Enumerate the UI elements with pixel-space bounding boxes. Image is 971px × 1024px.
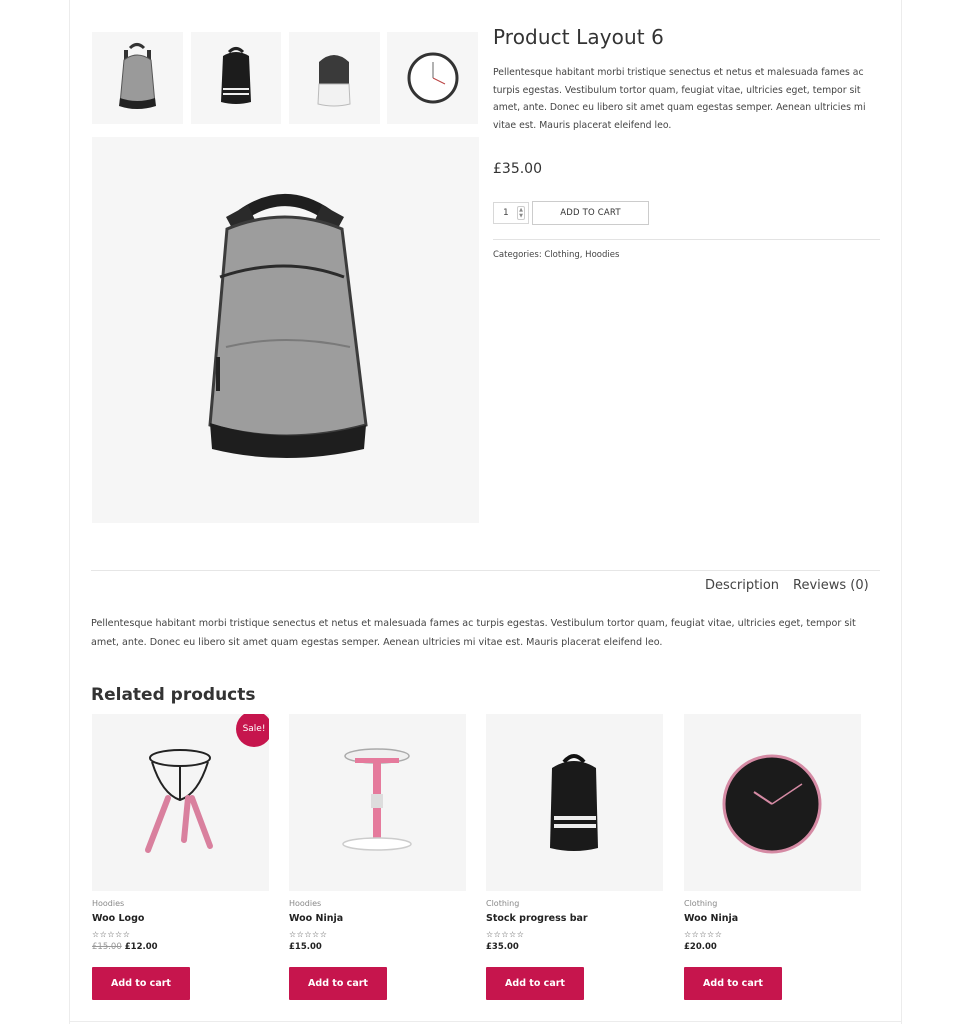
related-product-image[interactable] xyxy=(684,714,861,891)
related-product-card xyxy=(289,714,466,989)
star-rating-icon: ☆☆☆☆☆ xyxy=(289,930,328,939)
related-product-card xyxy=(92,714,269,989)
old-price: £15.00 xyxy=(92,942,122,952)
sale-badge: Sale! xyxy=(236,714,269,747)
product-price: £35.00 xyxy=(493,161,542,177)
related-product-image[interactable] xyxy=(289,714,466,891)
product-name[interactable]: Woo Ninja xyxy=(684,913,739,924)
related-product-image[interactable] xyxy=(92,714,269,891)
product-short-description: Pellentesque habitant morbi tristique senectus et netus et malesuada fames ac turpis egestas. Vestibulum tortor quam, feugiat vitae, ultricies eget, tempor sit amet, ante. Donec eu libero sit amet quam egestas semper. Aenean ultricies mi vitae est. Mauris placerat eleifend leo. xyxy=(493,67,866,131)
tabs-divider xyxy=(91,570,880,571)
gallery-thumb-wall-clock[interactable] xyxy=(387,32,478,124)
side-table-image xyxy=(289,714,466,891)
quantity-spinner[interactable]: ▲ ▼ xyxy=(517,206,525,220)
add-to-cart-button[interactable]: Add to cart xyxy=(289,967,387,1000)
backpack-grey-white-image xyxy=(289,32,380,124)
wall-clock-black-image xyxy=(684,714,861,891)
product-description: Pellentesque habitant morbi tristique senectus et netus et malesuada fames ac turpis egestas. Vestibulum tortor quam, feugiat vitae, ultricies eget, tempor sit amet, ante. Donec eu libero sit amet quam egestas semper. Aenean ultricies mi vitae est. Mauris placerat eleifend leo. xyxy=(91,618,856,648)
quantity-input[interactable] xyxy=(493,202,529,224)
product-category[interactable]: Hoodies xyxy=(289,899,322,908)
product-name[interactable]: Woo Logo xyxy=(92,913,145,924)
related-product-image[interactable] xyxy=(486,714,663,891)
backpack-grey-large-image xyxy=(92,137,479,523)
product-category[interactable]: Clothing xyxy=(486,899,520,908)
product-category[interactable]: Clothing xyxy=(684,899,718,908)
wall-clock-image xyxy=(387,32,478,124)
add-to-cart-button[interactable]: ADD TO CART xyxy=(532,201,649,225)
product-price: £15.00 xyxy=(289,942,322,952)
product-categories: Categories: Clothing, Hoodies xyxy=(493,250,620,260)
add-to-cart-button[interactable]: Add to cart xyxy=(684,967,782,1000)
divider xyxy=(493,239,880,240)
backpack-black-image xyxy=(486,714,663,891)
add-to-cart-button[interactable]: Add to cart xyxy=(92,967,190,1000)
star-rating-icon: ☆☆☆☆☆ xyxy=(92,930,131,939)
star-rating-icon: ☆☆☆☆☆ xyxy=(486,930,525,939)
product-price: £35.00 xyxy=(486,942,519,952)
quantity-value: 1 xyxy=(503,208,509,218)
related-products-heading: Related products xyxy=(91,685,256,705)
gallery-thumb-backpack-grey-white[interactable] xyxy=(289,32,380,124)
star-rating-icon: ☆☆☆☆☆ xyxy=(684,930,723,939)
related-product-card xyxy=(486,714,663,989)
categories-label: Categories: xyxy=(493,250,542,260)
backpack-black-image xyxy=(191,32,281,124)
product-title: Product Layout 6 xyxy=(493,25,664,49)
category-link-hoodies[interactable]: Hoodies xyxy=(585,250,620,260)
category-link-clothing[interactable]: Clothing xyxy=(544,250,580,260)
product-category[interactable]: Hoodies xyxy=(92,899,125,908)
product-price: £20.00 xyxy=(684,942,717,952)
backpack-grey-image xyxy=(92,32,183,124)
main-product-image[interactable] xyxy=(92,137,479,523)
product-name[interactable]: Woo Ninja xyxy=(289,913,344,924)
add-to-cart-button[interactable]: Add to cart xyxy=(486,967,584,1000)
tab-description[interactable]: Description xyxy=(705,578,780,593)
gallery-thumb-backpack-grey[interactable] xyxy=(92,32,183,124)
sale-price: £12.00 xyxy=(124,942,158,952)
gallery-thumb-backpack-black[interactable] xyxy=(191,32,281,124)
related-product-card xyxy=(684,714,861,989)
product-name[interactable]: Stock progress bar xyxy=(486,913,588,924)
product-price xyxy=(92,942,269,952)
tab-reviews[interactable]: Reviews (0) xyxy=(793,578,869,593)
